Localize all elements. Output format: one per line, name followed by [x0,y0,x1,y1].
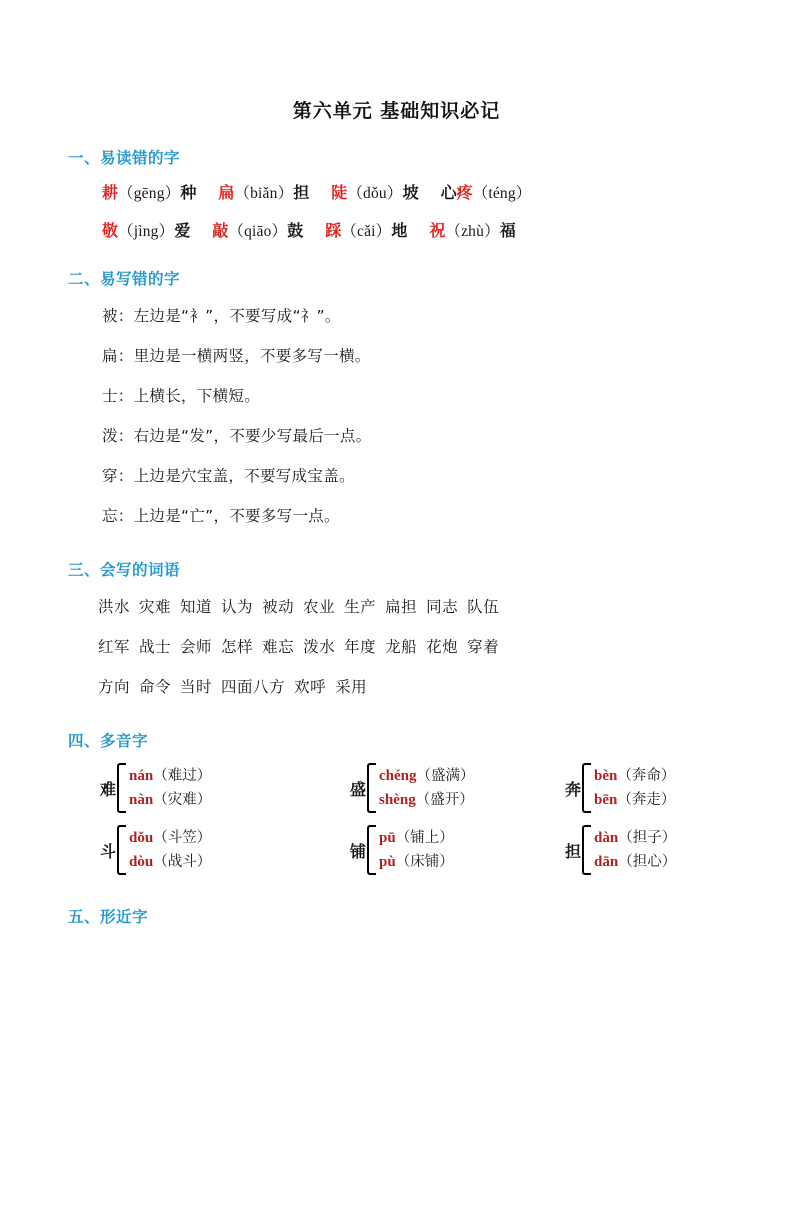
polyphone-character: 斗 [100,841,117,861]
miswritten-note: 忘：上边是“亡”，不要多写一点。 [102,507,340,525]
pinyin-text: （dǒu） [347,185,403,202]
character-red: 扁 [218,183,235,202]
misread-item [212,219,303,244]
misread-item [325,219,407,244]
polyphone-reading [129,826,211,850]
section-heading-3: 三、会写的词语 [68,561,181,579]
word-item: 生产 [344,598,377,616]
polyphone-pinyin: shèng [379,792,416,808]
pinyin-text: （biǎn） [234,185,294,202]
polyphone-row [100,763,733,813]
pinyin-text: （jìng） [118,223,175,240]
polyphone-character: 奔 [565,779,582,799]
words-to-write-list [60,586,733,706]
misread-item [331,181,418,206]
polyphone-character: 铺 [350,841,367,861]
polyphone-group [100,825,350,875]
pinyin-text: （téng） [472,185,532,202]
misread-item [102,181,196,206]
character-red: 疼 [456,183,473,202]
brace-icon [117,763,126,813]
polyphone-character: 难 [100,779,117,799]
polyphone-word: （战斗） [153,854,212,870]
polyphone-group [350,825,565,875]
word-item: 泼水 [303,638,336,656]
polyphone-pinyin: bèn [594,768,618,784]
polyphone-pinyin: pū [379,830,396,846]
polyphone-reading [379,826,454,850]
polyphone-group [100,763,350,813]
polyphone-readings [379,826,454,874]
polyphone-word: （灾难） [153,792,212,808]
polyphone-word: （难过） [153,768,212,784]
pinyin-text: （gēng） [118,185,181,202]
miswritten-note: 穿：上边是穴宝盖，不要写成宝盖。 [102,467,355,485]
word-item: 战士 [139,638,172,656]
polyphone-pinyin: dòu [129,854,154,870]
polyphone-reading [594,826,676,850]
pinyin-text: （qiāo） [228,223,288,240]
polyphone-row [100,825,733,875]
miswritten-characters-list [60,295,733,535]
word-row [98,626,733,666]
polyphone-reading [129,788,211,812]
miswritten-note: 泼：右边是“发”，不要少写最后一点。 [102,427,372,445]
character-black: 种 [180,183,197,202]
polyphone-reading [594,788,675,812]
polyphonic-characters-list [60,763,733,875]
polyphone-pinyin: dǒu [129,830,154,846]
pinyin-text: （cǎi） [341,223,392,240]
polyphone-readings [129,826,211,874]
polyphone-group [565,763,675,813]
polyphone-word: （担心） [618,854,677,870]
polyphone-reading [594,850,676,874]
word-item: 会师 [180,638,213,656]
section-heading-5: 五、形近字 [68,908,149,926]
character-red: 陡 [331,183,348,202]
polyphone-word: （铺上） [395,830,454,846]
polyphone-reading [379,788,475,812]
word-item: 被动 [262,598,295,616]
polyphone-word: （奔命） [617,768,676,784]
polyphone-reading [129,764,211,788]
polyphone-pinyin: pù [379,854,396,870]
polyphone-word: （奔走） [617,792,676,808]
word-item: 花炮 [426,638,459,656]
polyphone-pinyin: dān [594,854,619,870]
polyphone-character: 担 [565,841,582,861]
brace-icon [582,825,591,875]
word-item: 红军 [98,638,131,656]
character-red: 祝 [429,221,446,240]
word-row [98,586,733,626]
page-title: 第六单元 基础知识必记 [292,100,501,122]
section-heading-4: 四、多音字 [68,732,149,750]
misread-item [218,181,309,206]
polyphone-pinyin: chéng [379,768,417,784]
word-item: 难忘 [262,638,295,656]
character-red: 踩 [325,221,342,240]
polyphone-readings [594,764,675,812]
polyphone-pinyin: bēn [594,792,618,808]
pinyin-text: （zhù） [445,223,500,240]
word-item: 知道 [180,598,213,616]
word-item: 方向 [98,678,131,696]
polyphone-word: （盛满） [416,768,475,784]
word-item: 当时 [180,678,213,696]
polyphone-word: （盛开） [415,792,474,808]
word-item: 四面八方 [221,678,286,696]
polyphone-pinyin: nàn [129,792,154,808]
misread-item [441,181,532,206]
character-black: 爱 [174,221,191,240]
polyphone-reading [129,850,211,874]
character-black: 地 [391,221,408,240]
miswritten-note: 扁：里边是一横两竖，不要多写一横。 [102,347,371,365]
polyphone-reading [379,764,475,788]
word-item: 年度 [344,638,377,656]
misread-characters-list [60,181,733,244]
word-item: 龙船 [385,638,418,656]
word-item: 洪水 [98,598,131,616]
brace-icon [367,825,376,875]
character-red: 敲 [212,221,229,240]
miswritten-note: 被：左边是“衤”，不要写成“礻”。 [102,307,341,325]
character-black: 担 [293,183,310,202]
polyphone-readings [379,764,475,812]
section-heading-1: 一、易读错的字 [68,149,181,167]
polyphone-word: （床铺） [395,854,454,870]
polyphone-reading [594,764,675,788]
word-item: 认为 [221,598,254,616]
word-item: 采用 [335,678,368,696]
word-item: 同志 [426,598,459,616]
character-black: 心 [440,183,457,202]
polyphone-readings [129,764,211,812]
word-item: 农业 [303,598,336,616]
polyphone-group [565,825,676,875]
word-item: 怎样 [221,638,254,656]
character-red: 敬 [102,221,119,240]
misread-item [102,219,190,244]
word-row [98,666,733,706]
polyphone-readings [594,826,676,874]
misread-row [102,219,733,244]
misread-row [102,181,733,206]
word-item: 欢呼 [294,678,327,696]
document-page [0,96,793,1218]
character-black: 鼓 [287,221,304,240]
polyphone-word: （担子） [618,830,677,846]
polyphone-pinyin: nán [129,768,154,784]
brace-icon [582,763,591,813]
polyphone-character: 盛 [350,779,367,799]
polyphone-group [350,763,565,813]
polyphone-word: （斗笠） [153,830,212,846]
brace-icon [367,763,376,813]
polyphone-pinyin: dàn [594,830,619,846]
character-black: 福 [499,221,516,240]
word-item: 穿着 [467,638,500,656]
word-item: 扁担 [385,598,418,616]
character-black: 坡 [402,183,419,202]
section-heading-2: 二、易写错的字 [68,270,181,288]
character-red: 耕 [102,183,119,202]
brace-icon [117,825,126,875]
word-item: 命令 [139,678,172,696]
word-item: 队伍 [467,598,500,616]
miswritten-note: 士：上横长，下横短。 [102,387,261,405]
polyphone-reading [379,850,454,874]
misread-item [429,219,515,244]
word-item: 灾难 [139,598,172,616]
